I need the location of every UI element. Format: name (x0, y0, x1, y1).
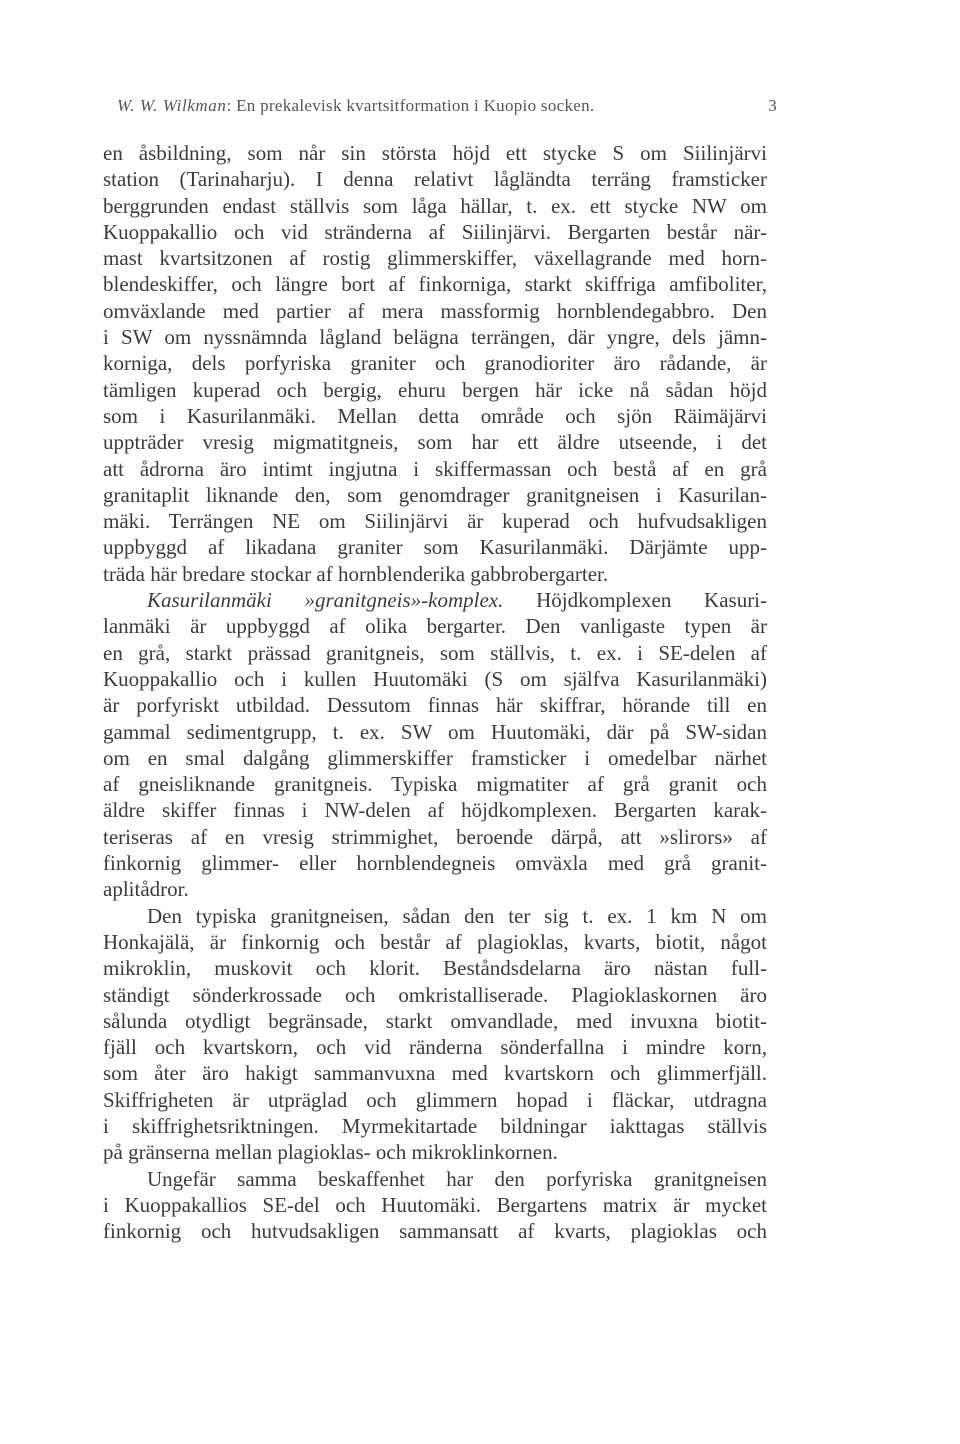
text-line: att ådrorna äro intimt ingjutna i skiffermassan och bestå af en grå (103, 456, 767, 481)
paragraph-1 (103, 140, 767, 587)
paragraph-2 (103, 587, 767, 903)
header-author: W. W. Wilkman (117, 96, 227, 115)
text-line: lanmäki är uppbyggd af olika bergarter. Den vanligaste typen är (103, 614, 767, 639)
text-line: mikroklin, muskovit och klorit. Beståndsdelarna äro nästan full- (103, 956, 767, 981)
text-line: mäki. Terrängen NE om Siilinjärvi är kuperad och hufvudsakligen (103, 509, 767, 534)
text-line: af gneisliknande granitgneis. Typiska migmatiter af grå granit och (103, 772, 767, 797)
text-line: finkornig glimmer- eller hornblendegneis omväxla med grå granit- (103, 851, 767, 876)
text-line: en grå, starkt prässad granitgneis, som ställvis, t. ex. i SE-delen af (103, 640, 767, 665)
text-line: berggrunden endast ställvis som låga hällar, t. ex. ett stycke NW om (103, 193, 767, 218)
header-title: : En prekalevisk kvartsitformation i Kuopio socken. (226, 96, 595, 115)
text-line: äldre skiffer finnas i NW-delen af höjdkomplexen. Bergarten karak- (103, 798, 767, 823)
paragraph-3 (103, 903, 767, 1166)
text-line: är porfyriskt utbildad. Dessutom finnas här skiffrar, hörande till en (103, 693, 767, 718)
text-line: träda här bredare stockar af hornblenderika gabbrobergarter. (103, 561, 609, 586)
text-line: teriseras af en vresig strimmighet, beroende därpå, att »slirors» af (103, 824, 767, 849)
text-line: aplitådror. (103, 877, 189, 902)
text-line: i Kuoppakallios SE-del och Huutomäki. Bergartens matrix är mycket (103, 1192, 767, 1217)
text-line: som i Kasurilanmäki. Mellan detta område och sjön Räimäjärvi (103, 403, 767, 428)
text-line: korniga, dels porfyriska graniter och granodioriter äro rådande, är (103, 351, 767, 376)
text-line: en åsbildning, som når sin största höjd ett stycke S om Siilinjärvi (103, 141, 767, 165)
text-line: i SW om nyssnämnda lågland belägna terrängen, där yngre, dels jämn- (103, 325, 767, 350)
text-line: som åter äro hakigt sammanvuxna med kvartskorn och glimmerfjäll. (103, 1061, 767, 1086)
text-line: station (Tarinaharju). I denna relativt lågländta terräng framsticker (103, 167, 767, 192)
running-header (117, 96, 777, 116)
text-line: Honkajälä, är finkornig och består af plagioklas, kvarts, biotit, något (103, 929, 767, 954)
paragraph-4 (103, 1166, 767, 1245)
text-line: om en smal dalgång glimmerskiffer framsticker i omedelbar närhet (103, 745, 767, 770)
text-line: omväxlande med partier af mera massformig hornblendegabbro. Den (103, 298, 767, 323)
text-line: granitaplit liknande den, som genomdrager granitgneisen i Kasurilan- (103, 482, 767, 507)
text-line: ständigt sönderkrossade och omkristalliserade. Plagioklaskornen äro (103, 982, 767, 1007)
section-heading: Kasurilanmäki »granitgneis»-komplex. (147, 588, 504, 613)
section-heading-line (103, 587, 767, 613)
text-line: Kuoppakallio och i kullen Huutomäki (S om själfva Kasurilanmäki) (103, 666, 767, 691)
text-line: Ungefär samma beskaffenhet har den porfyriska granitgneisen (147, 1166, 767, 1191)
text-fragment: Höjdkomplexen Kasuri- (536, 588, 767, 613)
text-line: uppbyggd af likadana graniter som Kasurilanmäki. Därjämte upp- (103, 535, 767, 560)
text-line: finkornig och hutvudsakligen sammansatt af kvarts, plagioklas och (103, 1219, 767, 1244)
page-number: 3 (768, 96, 777, 115)
text-line: gammal sedimentgrupp, t. ex. SW om Huutomäki, där på SW-sidan (103, 719, 767, 744)
text-line: i skiffrighetsriktningen. Myrmekitartade bildningar iakttagas ställvis (103, 1113, 767, 1138)
text-line: Kuoppakallio och vid stränderna af Siilinjärvi. Bergarten består när- (103, 219, 767, 244)
text-line: sålunda otydligt begränsade, starkt omvandlade, med invuxna biotit- (103, 1008, 767, 1033)
text-line: på gränserna mellan plagioklas- och mikroklinkornen. (103, 1140, 558, 1165)
body-text (103, 140, 767, 1244)
text-line: uppträder vresig migmatitgneis, som har ett äldre utseende, i det (103, 430, 767, 455)
text-line: fjäll och kvartskorn, och vid ränderna sönderfallna i mindre korn, (103, 1035, 767, 1060)
text-line: Den typiska granitgneisen, sådan den ter sig t. ex. 1 km N om (147, 903, 767, 928)
text-line: blendeskiffer, och längre bort af finkorniga, starkt skiffriga amfiboliter, (103, 272, 767, 297)
text-line: mast kvartsitzonen af rostig glimmerskiffer, växellagrande med horn- (103, 246, 767, 271)
text-line: Skiffrigheten är utpräglad och glimmern hopad i fläckar, utdragna (103, 1087, 767, 1112)
text-line: tämligen kuperad och bergig, ehuru bergen här icke nå sådan höjd (103, 377, 767, 402)
